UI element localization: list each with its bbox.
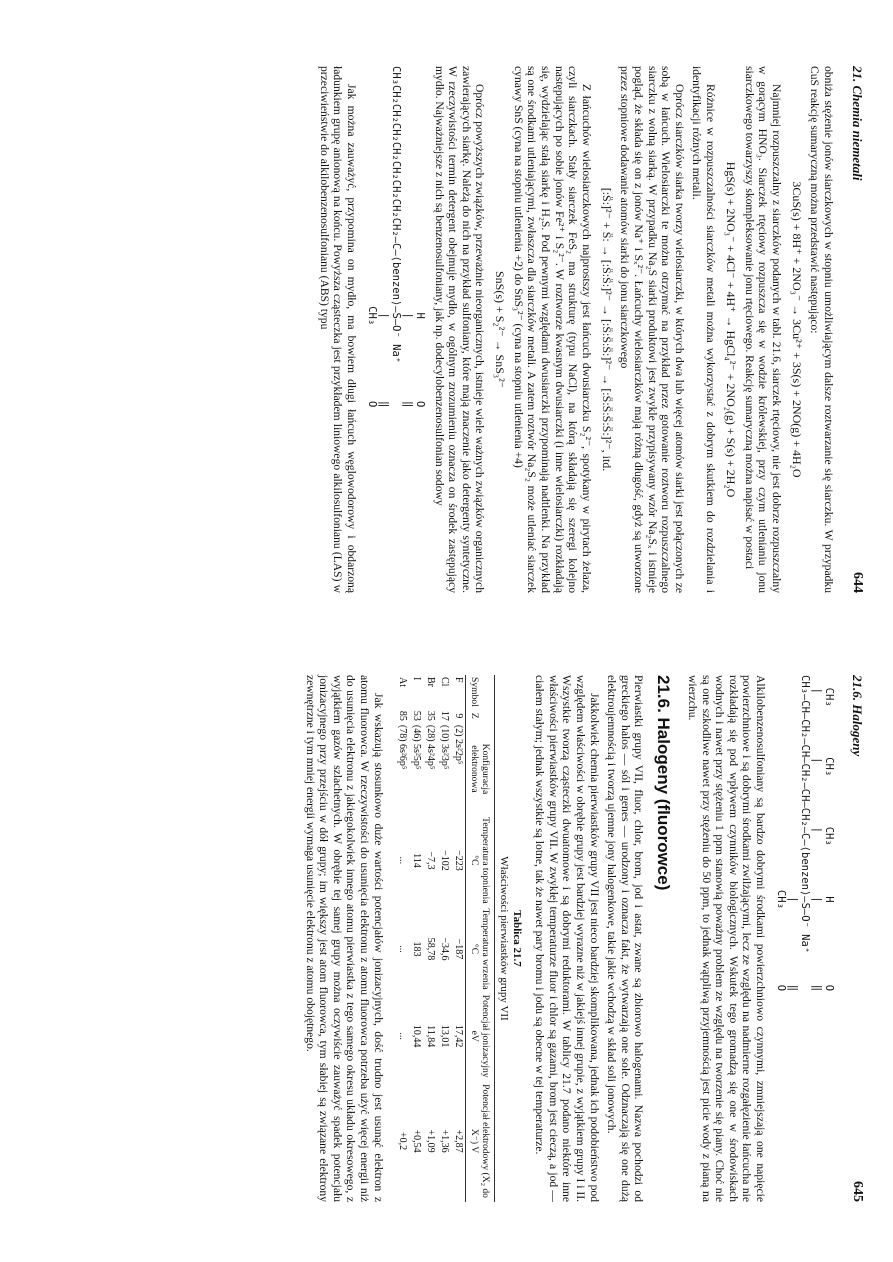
right-running-head xyxy=(849,675,865,1202)
right-paragraph-2: Pierwiastki grupy VII, fluor, chlor, brom, jod i astat, zwane są zbiorowo halogenami. Nazwa pochodzi od greckiego halos — sól i genes — urodzony i oznacza fakt, że wytwarzają one sole. Odznaczają się one dużą elektroujemnością i tworzą ujemne jony halogenkowe, takie jakie wchodzą w skład soli jonowych. xyxy=(605,675,646,1202)
left-running-title: 21. Chemia niemetali xyxy=(850,66,865,181)
table-cell: Br xyxy=(424,677,436,687)
right-paragraph-3: Jakkolwiek chemia pierwiastków grupy VII jest nieco bardziej skomplikowana, jednak ich podobieństwo pod względem właściwości w obrębie grupy jest bardziej wyrazne niż w jakiejś innej grupie, z wyjątkiem grupy I i II. Wszystkie tworzą cząsteczki dwuatomowe i są dobrymi reduktorami. W tablicy 21.7 podano niektóre inne właściwości pierwiastków grupy VII. W zwykłej temperaturze fluor i chlor są gazami, brom jest cieczą, a jod — ciałem stałym; jednak wszystkie są lotne, tak że nawet pary bromu i jodu są obecne w tej temperaturze. xyxy=(533,675,601,1202)
table-cell: −223 xyxy=(452,850,464,871)
table-row xyxy=(395,675,409,1202)
table-subtitle: Właściwości pierwiastków grupy VII xyxy=(497,856,510,1021)
table-row xyxy=(423,675,437,1202)
right-page-number: 645 xyxy=(850,1181,865,1202)
table-header-cell: Temperatura topnienia °C xyxy=(465,815,494,906)
left-paragraph-7: Jak można zauważyć, przypomina on mydło, ma bowiem długi łańcuch węglowodorowy i obdarzoną ładunkiem grupę anionową na końcu. Powyższa cząsteczka jest przykładem liniowego alkilosulfonianu (LAS) w przeciwieństwie do alkilobenzenosulfonianu (ABS) typu xyxy=(317,66,358,593)
table-cell: −7,3 xyxy=(424,851,436,870)
table-cell: +1,09 xyxy=(424,1129,436,1153)
table-cell: 17 xyxy=(438,710,450,721)
structure-las: H O | ‖ CH₃CH₂CH₂CH₂CH₂CH₂CH₂CH₂CH₂—C—⟨benzen⟩—S—O⁻ Na⁺ | ‖ CH₃ O xyxy=(365,66,426,408)
halogen-properties-table xyxy=(395,675,495,1202)
right-paragraph-4: Jak wskazują stosunkowo duże wartości potencjałów jonizacyjnych, dość trudno jest usunąć elektron z atomu fluorowca. W rzeczywistości do usunięcia elektronu z atomu fluorowca potrzeba użyć więcej energii niż do usunięcia elektronu z jakiegokolwiek innego atomu pierwiastka z tego samego okresu układu okresowego, z wyjątkiem gazów szlachetnych. W obrębie tej samej grupy można oczywiście zauważyć spadek potencjału jonizacyjnego przy przejściu w dół grupy; im większy jest atom fluorowca, tym słabiej są związane elektrony zewnętrzne i tym mniej energii wymaga usunięcie elektronu z atomu obojętnego. xyxy=(303,675,385,1202)
table-cell: F xyxy=(452,677,464,683)
table-cell: 11,84 xyxy=(424,1025,436,1048)
equation-hgs: HgS(s) + 2NO₃⁻ + 4Cl⁻ + 4H⁺ → HgCl₄²⁻ + 2NO₂(g) + S(s) + 2H₂O xyxy=(724,161,739,498)
equation-sns: SnS(s) + S₂²⁻ → SnS₃²⁻ xyxy=(493,270,508,389)
table-cell: 35 xyxy=(424,710,436,721)
table-cell: 17,42 xyxy=(452,1024,464,1048)
table-header-cell: Potencjał jonizacyjny eV xyxy=(465,992,494,1080)
table-cell: 9 xyxy=(452,713,464,719)
table-cell: 58,78 xyxy=(424,937,436,961)
left-paragraph-2: Najmniej rozpuszczalny z siarczków podanych w tabl. 21.6, siarczek rtęciowy, nie jest dobrze rozpuszczalny w gorącym HNO₃. Siarczek rtęciowy rozpuszcza się w wodzie królewskiej, przy czym utlenianiu jonu siarczkowego towarzyszy skompleksowanie jonu rtęciowego. Reakcję sumaryczną można napisać w postaci xyxy=(742,66,783,593)
table-cell: Cl xyxy=(438,677,450,687)
table-cell: At xyxy=(396,677,408,687)
equation-polysulfide: [:S̈:]²⁻ + S̈: → [:S̈:S̈:]²⁻ → [:S̈:S̈:S̈:]²⁻ → [:S̈:S̈:S̈:S̈:]²⁻, itd. xyxy=(599,187,614,472)
table-cell: −34,6 xyxy=(438,937,450,961)
table-cell: 10,44 xyxy=(410,1024,422,1048)
table-cell: (10) 3s²3p⁵ xyxy=(438,724,450,770)
table-cell: +0,2 xyxy=(396,1131,408,1151)
right-page xyxy=(0,631,893,1262)
table-header-row xyxy=(465,675,494,1202)
table-cell: −102 xyxy=(438,850,450,871)
left-paragraph-1: obniża stężenie jonów siarczkowych w stopniu umożliwiającym dalsze roztwarzanie się siarczku. W przypadku CuS reakcję sumaryczną można przedstawić następująco: xyxy=(808,66,835,593)
table-row xyxy=(409,675,423,1202)
table-cell: ... xyxy=(396,1032,408,1040)
table-cell: ... xyxy=(396,856,408,865)
table-cell: ... xyxy=(396,945,408,953)
table-row xyxy=(437,675,451,1202)
left-paragraph-5: Z łańcuchów wielosiarczkowych najprostszy jest łańcuch dwusiarczku S₂²⁻, spotykany w pirytach żelaza, czyli siarczkach. Stały siarczek FeS₂ ma strukturę (typu NaCl), na którą składają się szeregi kolejno następujących po sobie jonów Fe²⁺ i S₂²⁻. W roztworze kwasnym dwusiarczki (i inne wielosiarczki) rozkładają się, wydzielając stałą siarkę i H₂S. Pod pewnymi względami dwusiarczki przypominają nadtlenki. Na przykład są one środkami utleniającymi, zwłaszcza dla siarczków metali. A zatem roztwór Na₂S₂ może utleniać siarczek cynawy SnS (cyna na stopniu utlenienia +2) do SnS₃²⁻ (cyna na stopniu utlenienia +4) xyxy=(511,66,593,593)
left-running-head xyxy=(849,66,865,593)
table-header-cell: Temperatura wrzenia °C xyxy=(465,906,494,993)
table-cell: 13,01 xyxy=(438,1024,450,1048)
left-paragraph-4: Oprócz siarczków siarka tworzy wielosiarczki, w których dwa lub więcej atomów siarki jest połączonych ze sobą w łańcuch. Wielosiarczki te można otrzymać na przykład przez gotowanie roztworu rozpuszczalnego siarczku z wolną siarką. W przypadku Na₂S siarki produktowi jest zwykle przypisywany wzór Na₂Sₓ i istnieje pogląd, że składa się on z jonów Na⁺ i Sₓ²⁻. Łańcuchy wielosiarczków mają różną długość, gdyż są utworzone przez stopniowe dodawanie atomów siarki do jonu siarczkowego xyxy=(618,66,686,593)
table-cell: 85 xyxy=(396,710,408,721)
table-row xyxy=(451,675,466,1202)
equation-cus: 3CuS(s) + 8H⁺ + 2NO₃⁻ → 3Cu²⁺ + 3S(s) + 2NO(g) + 4H₂O xyxy=(789,181,804,478)
table-cell: (28) 4s²4p⁵ xyxy=(424,724,436,770)
table-cell: −187 xyxy=(452,938,464,960)
table-cell: (2) 2s²2p⁵ xyxy=(452,724,464,765)
table-cell: (78) 6s²6p⁵ xyxy=(396,724,408,770)
left-paragraph-6: Oprócz powyższych związków, przeważnie nieorganicznych, istnieje wiele ważnych związków organicznych zawierających siarkę. Należą do nich na przykład sulfoniany, które mają znaczenie jako detergenty syntetyczne. W rzeczywistości termin detergent obejmuje mydło, w ogólnym zrozumieniu oznacza on środek zastępujący mydło. Najważniejsze z nich są benzenosulfoniany, jak np. dodecylobenzenosulfonian sodowy xyxy=(432,66,487,593)
right-running-title: 21.6. Halogeny xyxy=(850,675,865,757)
left-page-number: 644 xyxy=(850,572,865,593)
left-paragraph-3: Różnice w rozpuszczalności siarczków metali można wykorzystać z dobrym skutkiem do rozdzielania i identyfikacji różnych metali. xyxy=(690,66,718,593)
table-title: Tablica 21.7 xyxy=(510,910,523,967)
table-cell: I xyxy=(410,677,422,681)
table-cell: +0,54 xyxy=(410,1129,422,1153)
table-header-cell: Konfiguracja elektronowa xyxy=(465,723,494,815)
table-header-cell: Symbol xyxy=(465,675,494,709)
right-paragraph-1: Alkilobenzenosulfoniany są bardzo dobrymi środkami powierzchniowo czynnymi, zmniejszają one napięcie powierzchniowe i są dobrymi środkami zwilżającymi, lecz ze względu na nadmierne rozgałęzienie łańcucha nie rozkładają się pod wpływem czynników biologicznych. Wskutek tego gromadzą się one w środowiskach wodnych i nawet przy stężeniu 1 ppm stanowią poważny problem ze względu na tworzenie się piany. Choć nie są one szkodliwe nawet przy stężeniu do 50 ppm, to jednak wątpliwą przyjemnością jest picie wody z pianą na wierzchu. xyxy=(686,675,767,1202)
table-header-cell: Z xyxy=(465,709,494,723)
table-cell: 53 xyxy=(410,710,422,721)
structure-abs: CH₃ CH₃ CH₃ H O | | | | ‖ CH₃—CH—CH₂—CH—CH₂—CH—CH₂—C—⟨benzen⟩—S—O⁻ Na⁺ | ‖ CH₃ O xyxy=(775,675,835,992)
section-heading: 21.6. Halogeny (fluorowce) xyxy=(654,675,674,891)
table-cell: 114 xyxy=(410,853,422,868)
table-cell: +1,36 xyxy=(438,1129,450,1153)
table-header-cell: Potencjał elektrodowy (X₂ do X⁻) V xyxy=(465,1080,494,1202)
table-caption xyxy=(497,675,523,1202)
table-cell: (46) 5s²5p⁵ xyxy=(410,724,422,770)
table-cell: 183 xyxy=(410,941,422,957)
table-cell: +2,87 xyxy=(452,1129,464,1153)
